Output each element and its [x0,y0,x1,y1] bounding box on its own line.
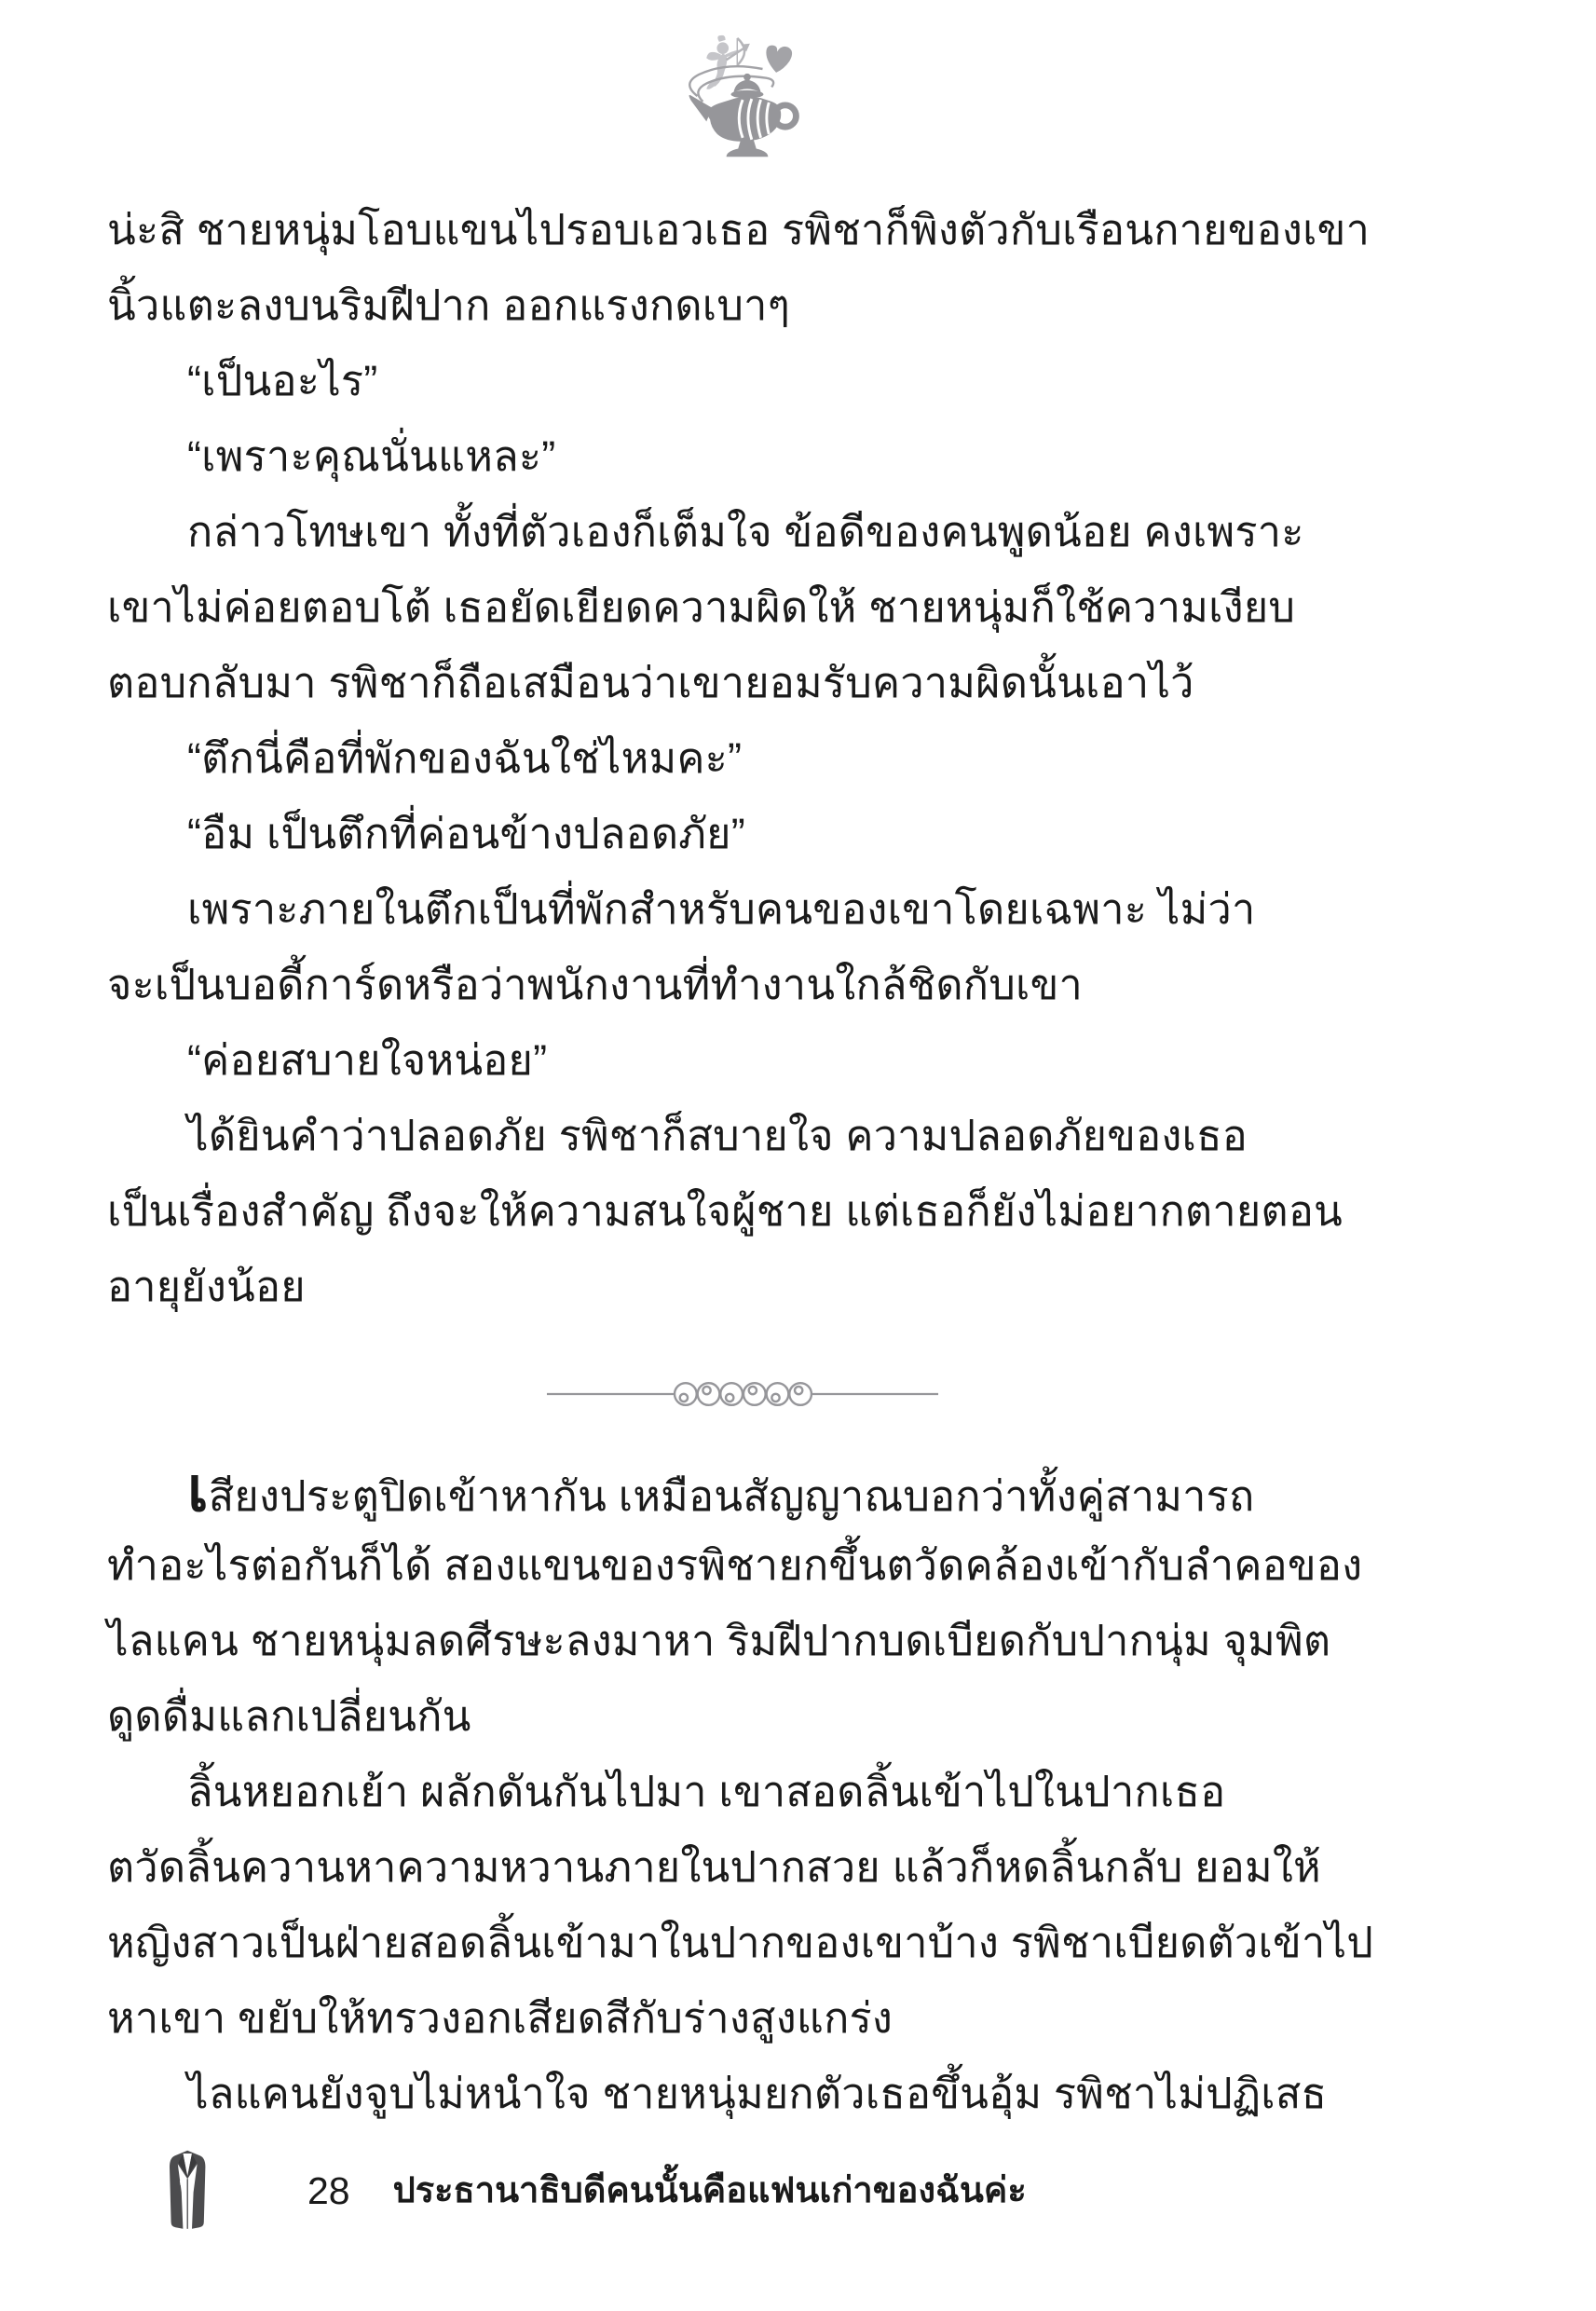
dialogue-line: “ตึกนี่คือที่พักของฉันใช่ไหมคะ” [187,734,743,782]
text-line: อายุยังน้อย [107,1263,306,1310]
book-title: ประธานาธิบดีคนนั้นคือแฟนเก่าของฉันค่ะ [392,2171,1027,2210]
text-section-1 [107,192,1497,1324]
text-line: ลิ้นหยอกเย้า ผลักดันกันไปมา เขาสอดลิ้นเข้าไปในปากเธอ [187,1768,1226,1815]
genie-lamp-cupid-heart-icon [683,32,810,170]
dialogue-line: “อืม เป็นตึกที่ค่อนข้างปลอดภัย” [187,810,745,857]
text-line: ดูดดื่มแลกเปลี่ยนกัน [107,1692,471,1740]
text-line: ทำอะไรต่อกันก็ได้ สองแขนของรพิชายกขึ้นตวัดคล้องเข้ากับลำคอของ [107,1541,1363,1589]
page-footer [166,2147,1027,2235]
text-section-2 [107,1452,1497,2131]
text-line: ตอบกลับมา รพิชาก็ถือเสมือนว่าเขายอมรับความผิดนั้นเอาไว้ [107,659,1194,706]
page-number: 28 [307,2169,350,2212]
dialogue-line: “เป็นอะไร” [187,357,378,404]
text-line: นิ้วแตะลงบนริมฝีปาก ออกแรงกดเบาๆ [107,281,790,329]
swirl-divider-icon [545,1373,940,1415]
dialogue-line: “ค่อยสบายใจหน่อย” [187,1036,548,1084]
text-line: หญิงสาวเป็นฝ่ายสอดลิ้นเข้ามาในปากของเขาบ้าง รพิชาเบียดตัวเข้าไป [107,1919,1374,1966]
drop-cap: เ [187,1455,209,1524]
text-line: ไลแคนยังจูบไม่หนำใจ ชายหนุ่มยกตัวเธอขึ้นอุ้ม รพิชาไม่ปฏิเสธ [187,2070,1328,2117]
text-line: สียงประตูปิดเข้าหากัน เหมือนสัญญาณบอกว่าทั้งคู่สามารถ [208,1472,1255,1520]
dialogue-line: “เพราะคุณนั่นแหละ” [187,432,556,480]
text-line: เป็นเรื่องสำคัญ ถึงจะให้ความสนใจผู้ชาย แต่เธอก็ยังไม่อยากตายตอน [107,1187,1344,1235]
text-line: เขาไม่ค่อยตอบโต้ เธอยัดเยียดความผิดให้ ชายหนุ่มก็ใช้ความเงียบ [107,583,1296,631]
text-line: หาเขา ขยับให้ทรวงอกเสียดสีกับร่างสูงแกร่ง [107,1994,893,2042]
text-line: ไลแคน ชายหนุ่มลดศีรษะลงมาหา ริมฝีปากบดเบียดกับปากนุ่ม จุมพิต [107,1617,1331,1664]
text-line: กล่าวโทษเขา ทั้งที่ตัวเองก็เต็มใจ ข้อดีของคนพูดน้อย คงเพราะ [187,508,1304,555]
text-line: ได้ยินคำว่าปลอดภัย รพิชาก็สบายใจ ความปลอดภัยของเธอ [187,1112,1248,1159]
text-line: เพราะภายในตึกเป็นที่พักสำหรับคนของเขาโดยเฉพาะ ไม่ว่า [187,885,1256,933]
text-line: น่ะสิ ชายหนุ่มโอบแขนไปรอบเอวเธอ รพิชาก็พิงตัวกับเรือนกายของเขา [107,206,1371,253]
text-line: ตวัดลิ้นควานหาความหวานภายในปากสวย แล้วก็หดลิ้นกลับ ยอมให้ [107,1843,1321,1891]
suit-jacket-icon [166,2147,211,2235]
text-line: จะเป็นบอดี้การ์ดหรือว่าพนักงานที่ทำงานใกล้ชิดกับเขา [107,961,1084,1008]
text-line-with-dropcap [107,1452,1497,1527]
